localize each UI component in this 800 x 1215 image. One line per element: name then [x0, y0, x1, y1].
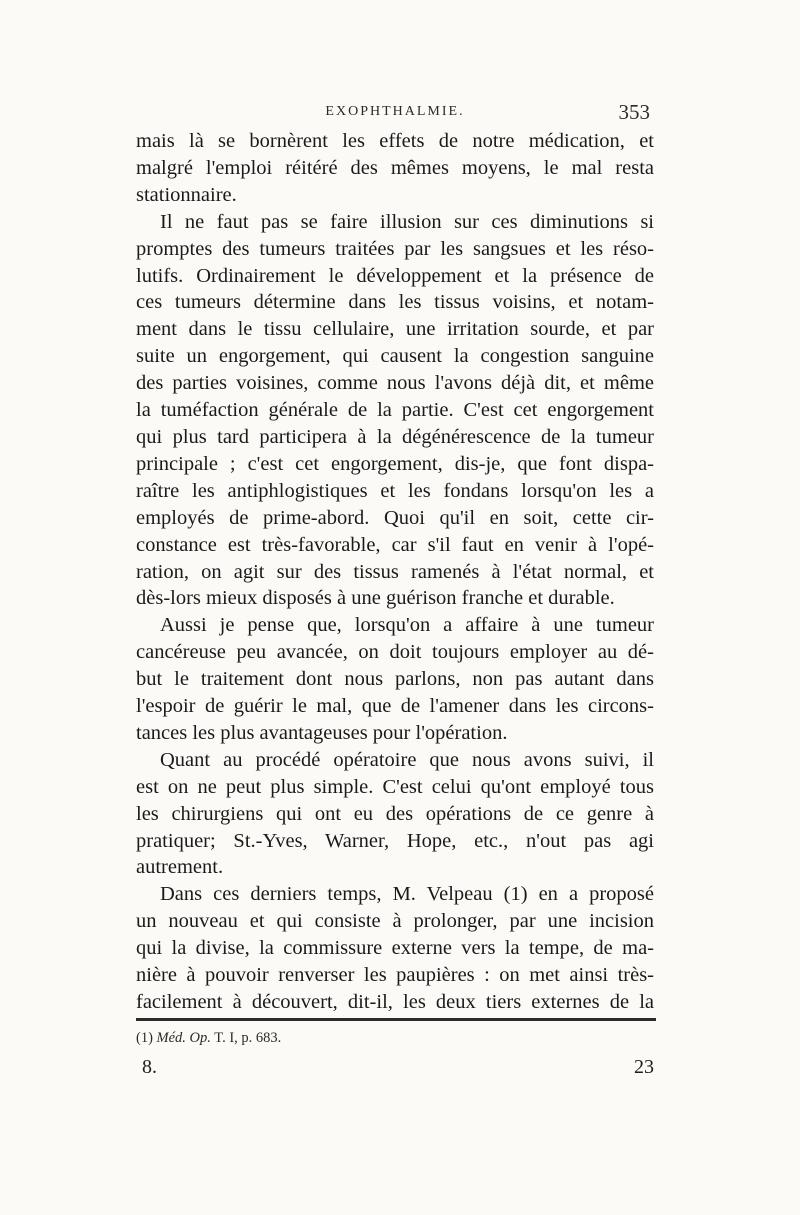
text-line: cancéreuse peu avancée, on doit toujours employer au dé- [136, 641, 654, 664]
footnote-marker: (1) [136, 1030, 153, 1046]
text-line: suite un engorgement, qui causent la congestion sanguine [136, 345, 654, 368]
page-number: 353 [618, 100, 650, 124]
text-line: qui la divise, la commissure externe vers la tempe, de ma- [136, 937, 654, 960]
text-line: principale ; c'est cet engorgement, dis-je, que font dispa- [136, 452, 654, 475]
text-line: lutifs. Ordinairement le développement et la présence de [136, 264, 654, 287]
text-line: stationnaire. [136, 183, 237, 206]
text-line: qui plus tard participera à la dégénérescence de la tumeur [136, 425, 654, 448]
paragraph-2 [136, 209, 654, 613]
footnote [136, 1030, 281, 1047]
text-line: mais là se bornèrent les effets de notre médication, et [136, 130, 654, 152]
paragraph-4 [136, 747, 654, 882]
footnote-rule [136, 1018, 656, 1021]
text-line: constance est très-favorable, car s'il faut en venir à l'opé- [136, 533, 654, 556]
paragraph-1 [136, 128, 654, 209]
paragraph-5 [136, 881, 654, 1016]
text-line: la tuméfaction générale de la partie. C'est cet engorgement [136, 399, 654, 422]
text-line: nière à pouvoir renverser les paupières : on met ainsi très- [136, 964, 654, 987]
text-line: employés de prime-abord. Quoi qu'il en soit, cette cir- [136, 506, 654, 529]
body-text [136, 128, 654, 1016]
text-line: des parties voisines, comme nous l'avons déjà dit, et même [136, 372, 654, 395]
text-line: un nouveau et qui consiste à prolonger, par une incision [136, 910, 654, 933]
text-line: facilement à découvert, dit-il, les deux tiers externes de la [136, 991, 654, 1013]
text-line: est on ne peut plus simple. C'est celui qu'ont employé tous [136, 775, 654, 798]
footnote-reference: T. I, p. 683. [214, 1030, 282, 1046]
signature-line [136, 1056, 656, 1084]
footnote-source: Méd. Op. [156, 1030, 211, 1046]
signature-mark-right: 23 [634, 1056, 654, 1078]
text-line: Dans ces derniers temps, M. Velpeau (1) en a proposé [160, 883, 654, 906]
text-line: promptes des tumeurs traitées par les sangsues et les réso- [136, 237, 654, 260]
text-line: tances les plus avantageuses pour l'opération. [136, 721, 508, 744]
text-line: ment dans le tissu cellulaire, une irritation sourde, et par [136, 318, 654, 341]
text-line: Il ne faut pas se faire illusion sur ces diminutions si [160, 210, 654, 233]
paragraph-3 [136, 612, 654, 747]
text-line: ces tumeurs détermine dans les tissus voisins, et notam- [136, 291, 654, 314]
text-line: pratiquer; St.-Yves, Warner, Hope, etc., n'out pas agi [136, 829, 654, 852]
text-line: dès-lors mieux disposés à une guérison franche et durable. [136, 587, 615, 610]
text-line: Aussi je pense que, lorsqu'on a affaire à une tumeur [160, 614, 654, 637]
text-line: but le traitement dont nous parlons, non pas autant dans [136, 668, 654, 691]
text-line: malgré l'emploi réitéré des mêmes moyens, le mal resta [136, 156, 654, 179]
text-line: raître les antiphlogistiques et les fondans lorsqu'on les a [136, 479, 654, 502]
signature-mark-left: 8. [142, 1056, 157, 1078]
text-line: les chirurgiens qui ont eu des opérations de ce genre à [136, 802, 654, 825]
running-title: EXOPHTHALMIE. [325, 104, 465, 119]
text-line: Quant au procédé opératoire que nous avons suivi, il [160, 748, 654, 771]
text-line: ration, on agit sur des tissus ramenés à l'état normal, et [136, 560, 654, 583]
text-line: l'espoir de guérir le mal, que de l'amener dans les circons- [136, 695, 654, 718]
text-line: autrement. [136, 856, 224, 879]
